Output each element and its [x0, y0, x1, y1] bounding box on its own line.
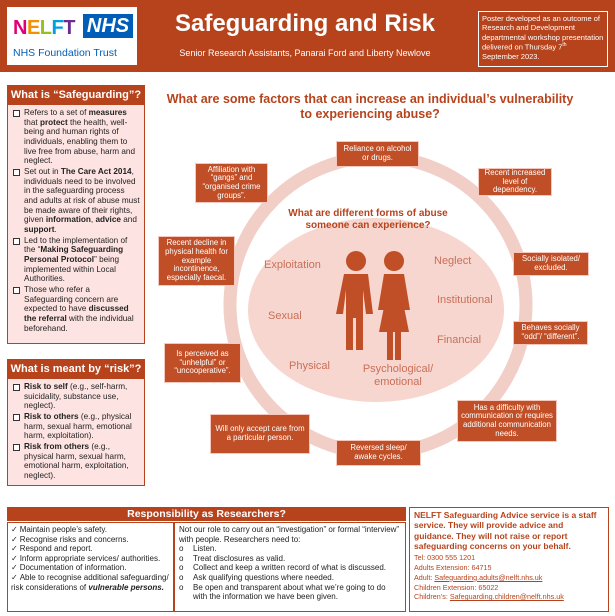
advice-children-email-row: Children’s: Safeguarding.children@nelft.nhs.uk	[414, 592, 564, 602]
check-icon: ✓	[11, 563, 18, 573]
list-item: ✓ Documentation of information.	[11, 563, 127, 573]
children-email-link[interactable]: Safeguarding.children@nelft.nhs.uk	[449, 592, 564, 602]
abuse-forms-question: What are different forms of abuse someone can experience?	[288, 208, 448, 231]
list-item: ✓ Inform appropriate services/ authorities.	[11, 553, 161, 563]
trust-name: NHS Foundation Trust	[13, 47, 117, 59]
form-exploitation: Exploitation	[264, 259, 321, 271]
responsibility-duties-list	[7, 522, 174, 612]
poster-origin-note: Poster developed as an outcome of Research and Development departmental workshop presentation delivered on Thursday 7th September 2023.	[478, 11, 608, 67]
factor-gangs: Affiliation with “gangs” and “organised crime groups”.	[195, 163, 268, 203]
list-item: ✓ Recognise risks and concerns.	[11, 534, 129, 544]
list-item: ✓ Respond and report.	[11, 544, 93, 554]
list-item: Risk to others (e.g., physical harm, sexual harm, emotional harm, exploitation).	[13, 412, 140, 441]
checkbox-bullet-icon	[13, 414, 20, 421]
factor-odd-behaviour: Behaves socially “odd”/ “different”.	[513, 321, 588, 345]
nelft-logo-text: NELFT	[13, 17, 75, 39]
list-item: o Collect and keep a written record of what is discussed.	[179, 563, 386, 573]
factor-sleep-cycles: Reversed sleep/ awake cycles.	[336, 440, 421, 466]
list-item: ✓ Maintain people’s safety.	[11, 525, 108, 534]
checkbox-bullet-icon	[13, 444, 20, 451]
factor-particular-carer: Will only accept care from a particular person.	[210, 414, 310, 454]
role-intro: Not our role to carry out an “investigation” or formal “interview” with people. Researchers need to:	[179, 525, 400, 544]
safeguarding-panel	[7, 104, 145, 344]
nelft-nhs-logo	[7, 7, 137, 65]
factor-alcohol-drugs: Reliance on alcohol or drugs.	[336, 141, 419, 167]
risk-panel	[7, 378, 145, 486]
check-icon: ✓	[11, 572, 18, 582]
check-icon: ✓	[11, 534, 18, 544]
responsibility-heading: Responsibility as Researchers?	[7, 507, 406, 521]
factor-physical-decline: Recent decline in physical health for example incontinence, especially faecal.	[158, 236, 235, 286]
form-financial: Financial	[437, 334, 482, 346]
nhs-logo: NHS	[83, 14, 133, 38]
vulnerability-question: What are some factors that can increase an individual’s vulnerability to experiencing abuse?	[166, 92, 574, 121]
list-item: o Ask qualifying questions where needed.	[179, 572, 334, 582]
list-item: Led to the implementation of the “Making Safeguarding Personal Protocol” being implemented within Local Authorities.	[13, 236, 140, 284]
check-icon: ✓	[11, 553, 18, 563]
adult-email-link[interactable]: Safeguarding.adults@nelft.nhs.uk	[434, 572, 543, 582]
factor-isolated: Socially isolated/ excluded.	[513, 252, 589, 276]
checkbox-bullet-icon	[13, 287, 20, 294]
form-neglect: Neglect	[434, 255, 472, 267]
advice-phone: Tel: 0300 555 1201	[414, 553, 476, 563]
form-psychological-emotional: Psychological/ emotional	[362, 363, 434, 388]
list-item: Risk to self (e.g., self-harm, suicidality, substance use, neglect).	[13, 382, 140, 411]
safeguarding-advice-box	[409, 507, 609, 612]
list-item: ✓ Able to recognise additional safeguarding/ risk considerations of vulnerable persons.	[11, 572, 169, 592]
check-icon: ✓	[11, 544, 18, 554]
checkbox-bullet-icon	[13, 238, 20, 245]
list-item: Refers to a set of measures that protect the health, well-being and human rights of individuals, enabling them to live free from abuse, harm and neglect.	[13, 108, 140, 166]
advice-statement: NELFT Safeguarding Advice service is a staff service. They will provide advice and guidance. They will not raise or report safeguarding concerns on your behalf.	[414, 510, 597, 552]
factor-dependency: Recent increased level of dependency.	[478, 168, 552, 196]
form-sexual: Sexual	[268, 310, 302, 322]
factor-communication: Has a difficulty with communication or requires additional communication needs.	[457, 400, 557, 442]
list-item: o Treat disclosures as valid.	[179, 553, 286, 563]
check-icon: ✓	[11, 525, 18, 534]
header-banner	[0, 0, 615, 72]
safeguarding-heading: What is “Safeguarding”?	[7, 85, 145, 104]
list-item: Those who refer a Safeguarding concern are expected to have discussed the referral with the individual beforehand.	[13, 285, 140, 333]
checkbox-bullet-icon	[13, 384, 20, 391]
factor-uncooperative: Is perceived as “unhelpful” or “uncooperative”.	[164, 343, 241, 383]
risk-heading: What is meant by “risk”?	[7, 359, 145, 378]
checkbox-bullet-icon	[13, 169, 20, 176]
list-item: o Be open and transparent about what we’re going to do with the information we have been given.	[179, 582, 386, 602]
list-item: o Listen.	[179, 544, 217, 554]
poster-authors: Senior Research Assistants, Panarai Ford and Liberty Newlove	[179, 48, 431, 58]
form-physical: Physical	[289, 360, 330, 372]
advice-children-extension: Children Extension: 65022	[414, 582, 499, 592]
researcher-role-list	[174, 522, 406, 612]
advice-adults-extension: Adults Extension: 64715	[414, 563, 492, 573]
checkbox-bullet-icon	[13, 110, 20, 117]
list-item: Risk from others (e.g., physical harm, sexual harm, emotional harm, exploitation, neglect).	[13, 442, 140, 481]
advice-adult-email-row: Adult: Safeguarding.adults@nelft.nhs.uk	[414, 572, 543, 582]
poster-title: Safeguarding and Risk	[174, 10, 436, 37]
list-item: Set out in The Care Act 2014, individuals need to be involved in the safeguarding process and adults at risk of abuse must be made aware of their rights, given information, advice and support.	[13, 167, 140, 235]
form-institutional: Institutional	[437, 294, 493, 306]
